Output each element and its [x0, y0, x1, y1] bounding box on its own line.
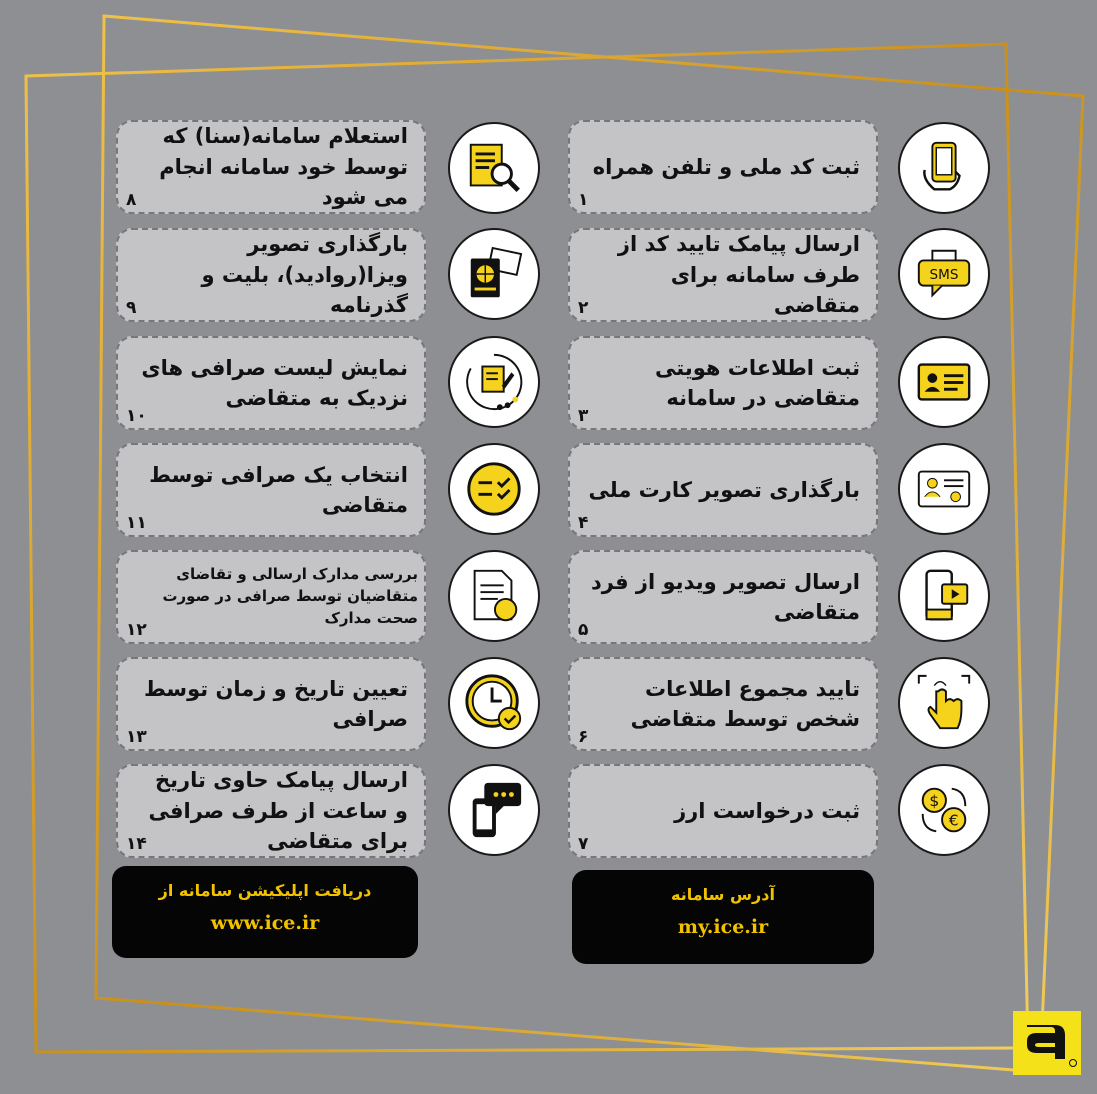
- app-download-label: دریافت اپلیکیشن سامانه از: [158, 881, 372, 900]
- step-card-10: [116, 336, 426, 430]
- step-text: نمایش لیست صرافی های نزدیک به متقاضی: [141, 355, 408, 410]
- video-phone-icon: [898, 550, 990, 642]
- step-card-3: [568, 336, 878, 430]
- document-review-icon: [448, 550, 540, 642]
- document-search-icon: [448, 122, 540, 214]
- step-card-13: [116, 657, 426, 751]
- step-text: انتخاب یک صرافی توسط متقاضی: [149, 462, 408, 517]
- step-number: ۴: [578, 513, 589, 533]
- step-text: بارگذاری تصویر ویزا(روادید)، بلیت و گذرنامه: [201, 232, 408, 318]
- step-text: ارسال تصویر ویدیو از فرد متقاضی: [591, 569, 860, 624]
- step-card-6: [568, 657, 878, 751]
- svg-text:SMS: SMS: [929, 266, 959, 283]
- system-address-label: آدرس سامانه: [671, 885, 775, 904]
- step-text: بارگذاری تصویر کارت ملی: [588, 477, 860, 502]
- step-card-11: [116, 443, 426, 537]
- step-card-8: [116, 120, 426, 214]
- step-text: ثبت اطلاعات هویتی متقاضی در سامانه: [655, 355, 860, 410]
- passport-ticket-icon: [448, 228, 540, 320]
- app-download-url[interactable]: www.ice.ir: [210, 912, 320, 934]
- app-download-box: [112, 866, 418, 958]
- step-text: تعیین تاریخ و زمان توسط صرافی: [143, 676, 408, 731]
- step-number: ۵: [578, 620, 589, 640]
- currency-exchange-icon: [898, 764, 990, 856]
- step-number: ۱۳: [126, 727, 147, 747]
- edit-list-icon: [448, 336, 540, 428]
- step-text: ثبت درخواست ارز: [674, 798, 860, 823]
- step-card-4: [568, 443, 878, 537]
- sms-icon: [898, 228, 990, 320]
- step-text: ثبت کد ملی و تلفن همراه: [592, 154, 860, 179]
- step-text: بررسی مدارک ارسالی و تقاضای متقاضیان توسط صرافی در صورت صحت مدارک: [162, 565, 418, 627]
- step-card-9: [116, 228, 426, 322]
- system-address-box: [572, 870, 874, 964]
- step-number: ۳: [578, 406, 589, 426]
- step-number: ۱۲: [126, 620, 147, 640]
- step-text: تایید مجموع اطلاعات شخص توسط متقاضی: [630, 676, 860, 731]
- step-card-1: [568, 120, 878, 214]
- id-card-icon: [898, 336, 990, 428]
- step-text: ارسال پیامک تایید کد از طرف سامانه برای متقاضی: [617, 232, 860, 318]
- svg-text:€: €: [948, 811, 959, 830]
- step-text: ارسال پیامک حاوی تاریخ و ساعت از طرف صرافی برای متقاضی: [148, 768, 408, 854]
- step-number: ۷: [578, 834, 589, 854]
- smartphone-hand-icon: [898, 122, 990, 214]
- step-number: ۱۱: [126, 513, 147, 533]
- phone-chat-icon: [448, 764, 540, 856]
- fingerprint-touch-icon: [898, 657, 990, 749]
- brand-logo: [1013, 1011, 1081, 1075]
- logo-mark-icon: [1013, 1011, 1081, 1075]
- step-number: ۸: [126, 190, 137, 210]
- step-number: ۹: [126, 298, 137, 318]
- national-card-icon: [898, 443, 990, 535]
- step-card-7: [568, 764, 878, 858]
- step-card-2: [568, 228, 878, 322]
- step-number: ۱: [578, 190, 589, 210]
- step-number: ۶: [578, 727, 589, 747]
- svg-text:$: $: [929, 792, 940, 811]
- step-number: ۱۰: [126, 406, 147, 426]
- clock-check-icon: [448, 657, 540, 749]
- system-address-url[interactable]: my.ice.ir: [677, 916, 769, 938]
- step-number: ۱۴: [126, 834, 147, 854]
- step-number: ۲: [578, 298, 589, 318]
- step-card-12: [116, 550, 426, 644]
- step-card-5: [568, 550, 878, 644]
- checklist-icon: [448, 443, 540, 535]
- step-card-14: [116, 764, 426, 858]
- step-text: استعلام سامانه(سنا) که توسط خود سامانه انجام می شود: [159, 124, 408, 210]
